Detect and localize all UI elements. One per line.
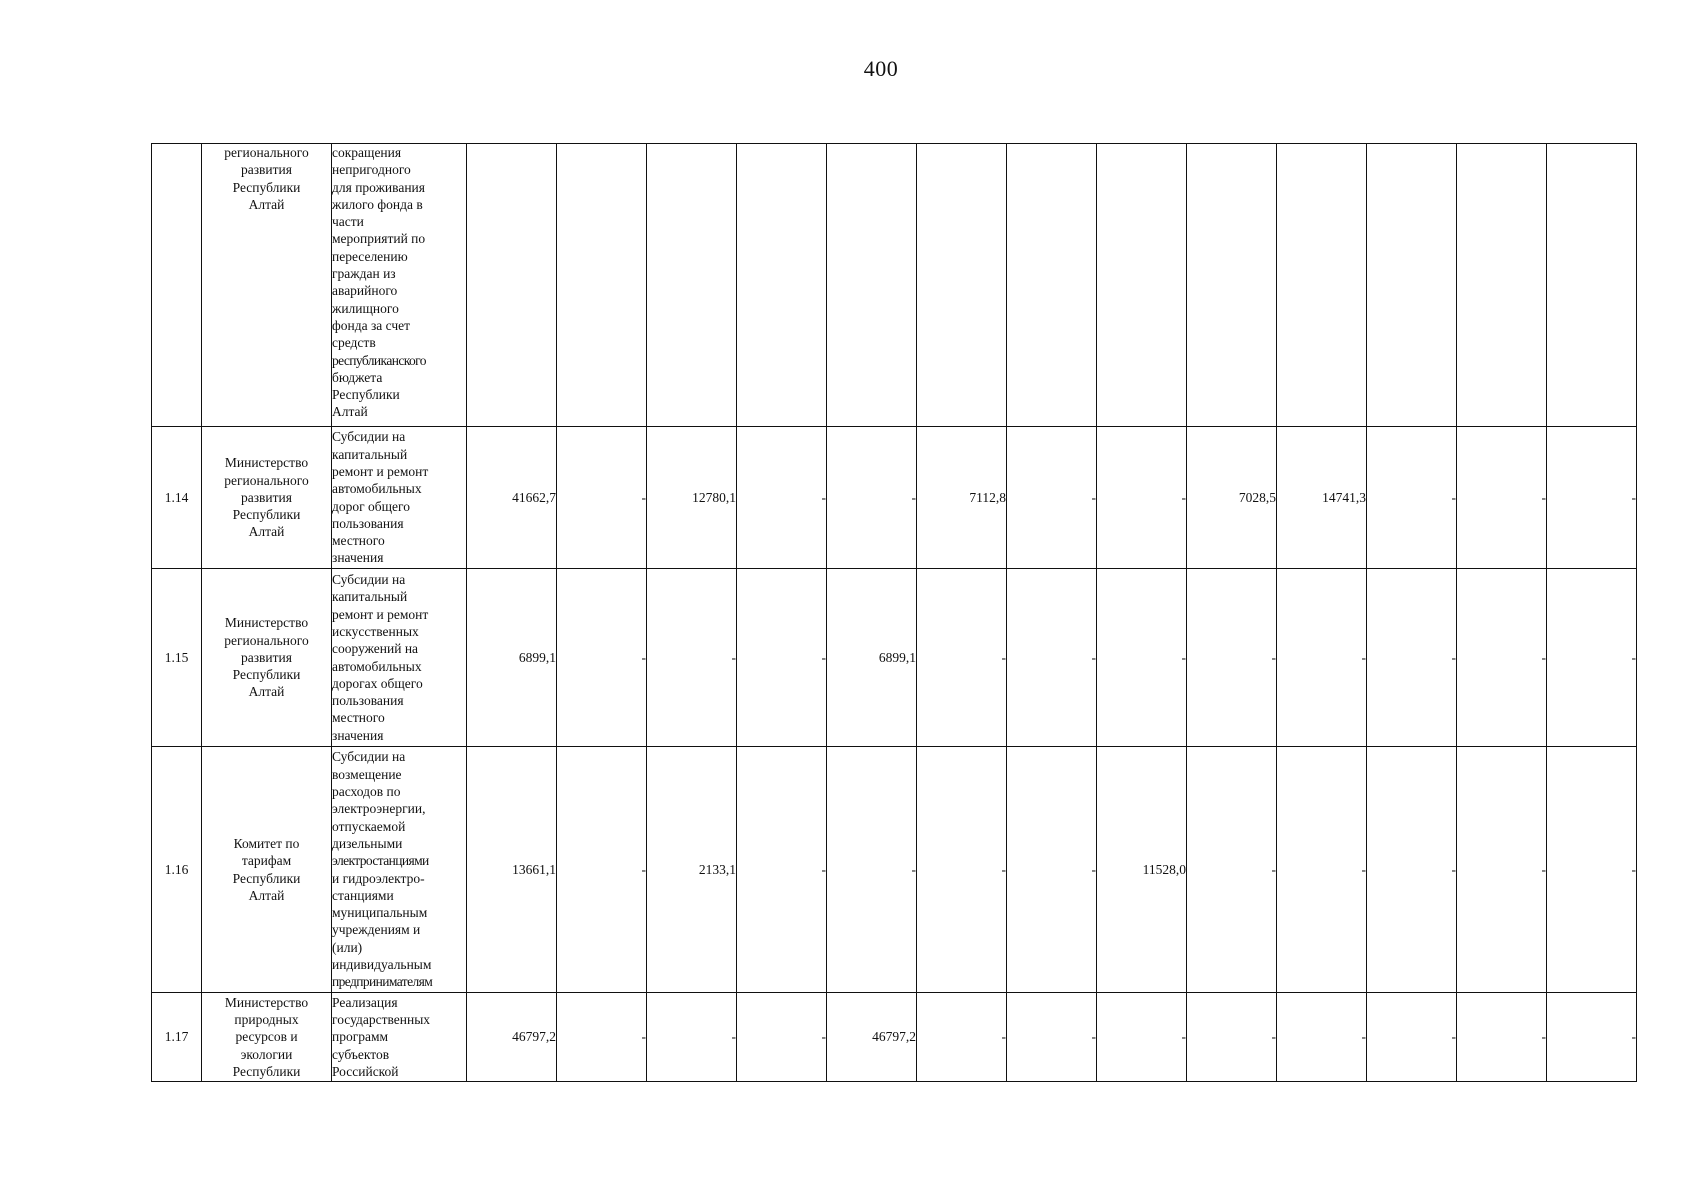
organization-cell [202, 993, 332, 1082]
value-cell: - [557, 993, 647, 1082]
value-cell [467, 144, 557, 427]
value-cell: - [647, 993, 737, 1082]
description-line: ремонт и ремонт [332, 606, 429, 622]
description-line: сокращения [332, 145, 402, 160]
value-cell: - [1457, 427, 1547, 569]
value-cell: 12780,1 [647, 427, 737, 569]
organization-line: природных [234, 1012, 299, 1028]
description-line: предпринимателям [332, 974, 433, 990]
page-number: 400 [863, 56, 899, 81]
table-row [152, 993, 1637, 1082]
description-line: жилого фонда в [332, 196, 423, 212]
value-cell: - [1187, 993, 1277, 1082]
organization-line: регионального [224, 632, 309, 648]
value-cell: - [737, 427, 827, 569]
value-cell: 2133,1 [647, 747, 737, 993]
value-cell: - [1097, 569, 1187, 747]
description-line: автомобильных [332, 481, 422, 497]
value-cell: - [557, 427, 647, 569]
value-cell: - [1367, 993, 1457, 1082]
description-line: учреждениям и [332, 922, 421, 938]
budget-table [151, 143, 1637, 1082]
table-row [152, 144, 1637, 427]
description-line: ремонт и ремонт [332, 463, 429, 479]
value-cell: 14741,3 [1277, 427, 1367, 569]
description-line: Реализация [332, 994, 398, 1010]
value-cell: - [1277, 747, 1367, 993]
description-line: значения [332, 727, 384, 743]
organization-line: Алтай [248, 684, 285, 700]
value-cell: - [1277, 993, 1367, 1082]
description-line: автомобильных [332, 658, 422, 674]
value-cell [1547, 144, 1637, 427]
value-cell [827, 144, 917, 427]
description-line: муниципальным [332, 905, 428, 921]
value-cell [647, 144, 737, 427]
description-line: государственных [332, 1012, 431, 1028]
description-line: значения [332, 550, 384, 566]
description-line: жилищного [332, 300, 399, 316]
description-line: бюджета [332, 369, 383, 385]
organization-line: Комитет по [233, 835, 300, 851]
organization-line: Алтай [248, 887, 285, 903]
organization-line: Министерство [224, 615, 309, 631]
value-cell: - [1367, 427, 1457, 569]
value-cell: 7112,8 [917, 427, 1007, 569]
organization-line: тарифам [241, 853, 292, 869]
description-line: Республики [332, 387, 400, 403]
value-cell: - [1547, 993, 1637, 1082]
description-line: Субсидии на [332, 572, 406, 588]
organization-cell [202, 569, 332, 747]
description-line: граждан из [332, 266, 396, 282]
organization-cell [202, 747, 332, 993]
value-cell [1187, 144, 1277, 427]
row-number-cell: 1.15 [152, 569, 202, 747]
description-line: для проживания [332, 179, 425, 195]
description-line: электростанциями [332, 853, 429, 869]
value-cell: - [827, 427, 917, 569]
value-cell: - [1007, 569, 1097, 747]
value-cell: - [557, 747, 647, 993]
row-number-cell: 1.14 [152, 427, 202, 569]
organization-cell [202, 144, 332, 427]
value-cell: 7028,5 [1187, 427, 1277, 569]
value-cell: - [1097, 427, 1187, 569]
description-cell [332, 569, 467, 747]
description-line: Алтай [332, 404, 368, 420]
description-line: дорог общего [332, 498, 410, 514]
description-line: станциями [332, 887, 394, 903]
value-cell: - [917, 569, 1007, 747]
description-line: республиканского [332, 352, 426, 368]
value-cell: - [737, 747, 827, 993]
description-line: капитальный [332, 589, 408, 605]
value-cell: 46797,2 [467, 993, 557, 1082]
description-line: искусственных [332, 623, 419, 639]
value-cell: - [827, 747, 917, 993]
value-cell [1007, 144, 1097, 427]
organization-line: Министерство [224, 994, 309, 1010]
description-line: фонда за счет [332, 317, 411, 333]
description-line: непригодного [332, 162, 411, 178]
table-row [152, 747, 1637, 993]
description-line: электроэнергии, [332, 801, 426, 817]
value-cell: - [1367, 747, 1457, 993]
description-line: Российской [332, 1063, 399, 1079]
description-line: местного [332, 533, 385, 549]
value-cell [917, 144, 1007, 427]
organization-line: ресурсов и [235, 1029, 298, 1045]
value-cell [1367, 144, 1457, 427]
organization-line: Алтай [248, 524, 285, 540]
table-row [152, 427, 1637, 569]
organization-line: Республики [232, 179, 301, 195]
description-cell [332, 427, 467, 569]
description-line: части [332, 214, 364, 230]
description-line: мероприятий по [332, 231, 426, 247]
description-line: аварийного [332, 283, 398, 299]
description-line: капитальный [332, 446, 408, 462]
value-cell: - [1547, 569, 1637, 747]
value-cell [1457, 144, 1547, 427]
description-line: возмещение [332, 766, 402, 782]
value-cell: 13661,1 [467, 747, 557, 993]
value-cell [737, 144, 827, 427]
organization-line: экологии [240, 1046, 293, 1062]
organization-line: Республики [232, 507, 301, 523]
organization-line: Республики [232, 870, 301, 886]
value-cell: - [917, 747, 1007, 993]
value-cell: - [1187, 747, 1277, 993]
description-line: индивидуальным [332, 956, 432, 972]
value-cell: - [737, 569, 827, 747]
organization-line: развития [240, 162, 292, 178]
organization-line: Министерство [224, 455, 309, 471]
row-number-cell: 1.16 [152, 747, 202, 993]
value-cell: - [1547, 747, 1637, 993]
description-line: Субсидии на [332, 429, 406, 445]
value-cell: - [917, 993, 1007, 1082]
organization-line: развития [240, 489, 292, 505]
value-cell: - [1187, 569, 1277, 747]
description-line: Субсидии на [332, 749, 406, 765]
row-number-cell [152, 144, 202, 427]
description-line: сооружений на [332, 641, 419, 657]
organization-line: Республики [232, 667, 301, 683]
description-line: программ [332, 1029, 389, 1045]
row-number-cell: 1.17 [152, 993, 202, 1082]
description-line: (или) [332, 939, 363, 955]
table-row [152, 569, 1637, 747]
description-line: дизельными [332, 835, 403, 851]
description-line: переселению [332, 248, 408, 264]
description-cell [332, 144, 467, 427]
value-cell [557, 144, 647, 427]
value-cell: - [557, 569, 647, 747]
description-line: субъектов [332, 1046, 390, 1062]
organization-cell [202, 427, 332, 569]
description-line: пользования [332, 693, 404, 709]
organization-line: Республики [232, 1063, 301, 1079]
value-cell [1277, 144, 1367, 427]
description-line: местного [332, 710, 385, 726]
value-cell: - [1097, 993, 1187, 1082]
organization-line: регионального [224, 145, 309, 160]
value-cell: - [737, 993, 827, 1082]
description-line: расходов по [332, 784, 401, 800]
value-cell: 46797,2 [827, 993, 917, 1082]
description-line: дорогах общего [332, 675, 423, 691]
value-cell: - [1367, 569, 1457, 747]
description-line: пользования [332, 515, 404, 531]
value-cell: - [1547, 427, 1637, 569]
value-cell: - [1007, 427, 1097, 569]
description-line: отпускаемой [332, 818, 406, 834]
organization-line: Алтай [248, 196, 285, 212]
description-cell [332, 993, 467, 1082]
value-cell [1097, 144, 1187, 427]
value-cell: - [647, 569, 737, 747]
value-cell: - [1277, 569, 1367, 747]
organization-line: регионального [224, 472, 309, 488]
organization-line: развития [240, 649, 292, 665]
value-cell: - [1007, 993, 1097, 1082]
value-cell: 6899,1 [467, 569, 557, 747]
description-line: и гидроэлектро- [332, 870, 425, 886]
value-cell: - [1457, 569, 1547, 747]
value-cell: 6899,1 [827, 569, 917, 747]
description-line: средств [332, 335, 376, 351]
value-cell: - [1457, 993, 1547, 1082]
value-cell: - [1007, 747, 1097, 993]
value-cell: - [1457, 747, 1547, 993]
value-cell: 41662,7 [467, 427, 557, 569]
description-cell [332, 747, 467, 993]
table-body [152, 144, 1637, 1082]
value-cell: 11528,0 [1097, 747, 1187, 993]
